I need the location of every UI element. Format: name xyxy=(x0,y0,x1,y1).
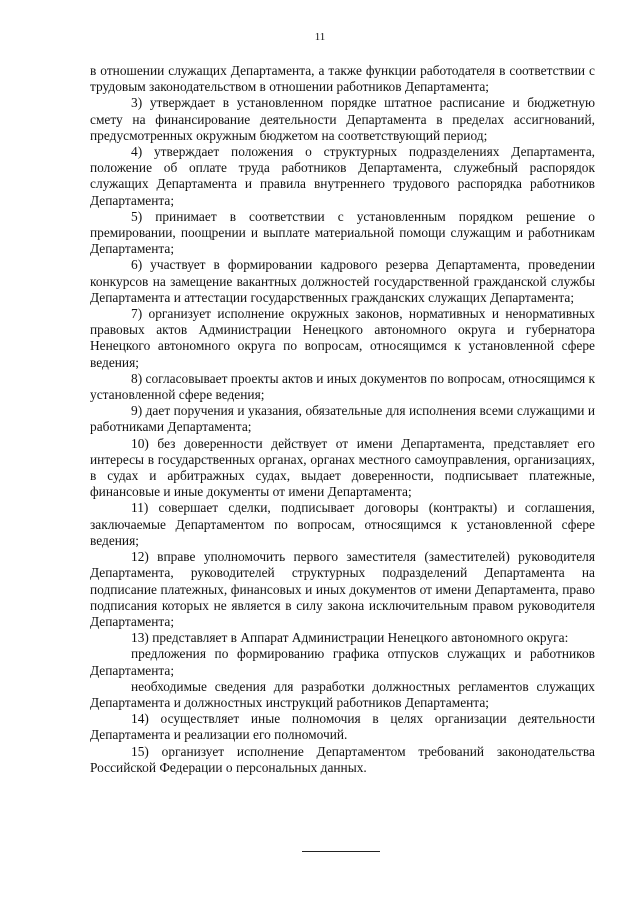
list-item-11: 11) совершает сделки, подписывает договоры (контракты) и соглашения, заключаемые Департаментом по вопросам, относящимся к установленной сфере ведения; xyxy=(90,500,595,548)
list-item-13-sub-2: необходимые сведения для разработки должностных регламентов служащих Департамента и должностных инструкций работников Департамента; xyxy=(90,678,595,710)
list-item-7: 7) организует исполнение окружных законов, нормативных и ненормативных правовых актов Администрации Ненецкого автономного округа и губернатора Ненецкого автономного округа по вопросам, относящимся к установленной сфере ведения; xyxy=(90,306,595,370)
list-item-13: 13) представляет в Аппарат Администрации Ненецкого автономного округа: xyxy=(131,630,569,646)
list-item-15: 15) организует исполнение Департаментом требований законодательства Российской Федерации о персональных данных. xyxy=(90,743,595,775)
list-item-6: 6) участвует в формировании кадрового резерва Департамента, проведении конкурсов на замещение вакантных должностей государственной гражданской службы Департамента и аттестации государственных гражданских служащих Департамента; xyxy=(90,257,595,305)
list-item-10: 10) без доверенности действует от имени Департамента, представляет его интересы в государственных органах, органах местного самоуправления, организациях, в судах и арбитражных судах, выдает доверенности, подписывает платежные, финансовые и иные документы от имени Департамента; xyxy=(90,435,595,500)
document-body xyxy=(90,63,595,776)
paragraph-continuation: в отношении служащих Департамента, а также функции работодателя в соответствии с трудовым законодательством в отношении работников Департамента; xyxy=(90,63,595,95)
page-number: 11 xyxy=(314,31,326,43)
list-item-5: 5) принимает в соответствии с установленным порядком решение о премировании, поощрении и выплате материальной помощи служащим и работникам Департамента; xyxy=(90,208,595,257)
list-item-3: 3) утверждает в установленном порядке штатное расписание и бюджетную смету на финансирование деятельности Департамента в пределах ассигнований, предусмотренных окружным бюджетом на соответствующий период; xyxy=(90,95,595,143)
list-item-9: 9) дает поручения и указания, обязательные для исполнения всеми служащими и работниками Департамента; xyxy=(90,403,595,435)
end-of-text-rule xyxy=(302,851,380,852)
list-item-12: 12) вправе уполномочить первого заместителя (заместителей) руководителя Департамента, руководителей структурных подразделений Департамента на подписание платежных, финансовых и иных документов от имени Департамента, право подписания которых не является в силу закона исключительным правом руководителя Департамента; xyxy=(90,549,595,629)
list-item-4: 4) утверждает положения о структурных подразделениях Департамента, положение об оплате труда работников Департамента, служебный распорядок служащих Департамента и правила внутреннего трудового распорядка работников Департамента; xyxy=(90,144,595,208)
list-item-13-sub-1: предложения по формированию графика отпусков служащих и работников Департамента; xyxy=(90,646,595,678)
list-item-14: 14) осуществляет иные полномочия в целях организации деятельности Департамента и реализации его полномочий. xyxy=(90,711,595,743)
list-item-8: 8) согласовывает проекты актов и иных документов по вопросам, относящимся к установленной сфере ведения; xyxy=(90,370,595,403)
